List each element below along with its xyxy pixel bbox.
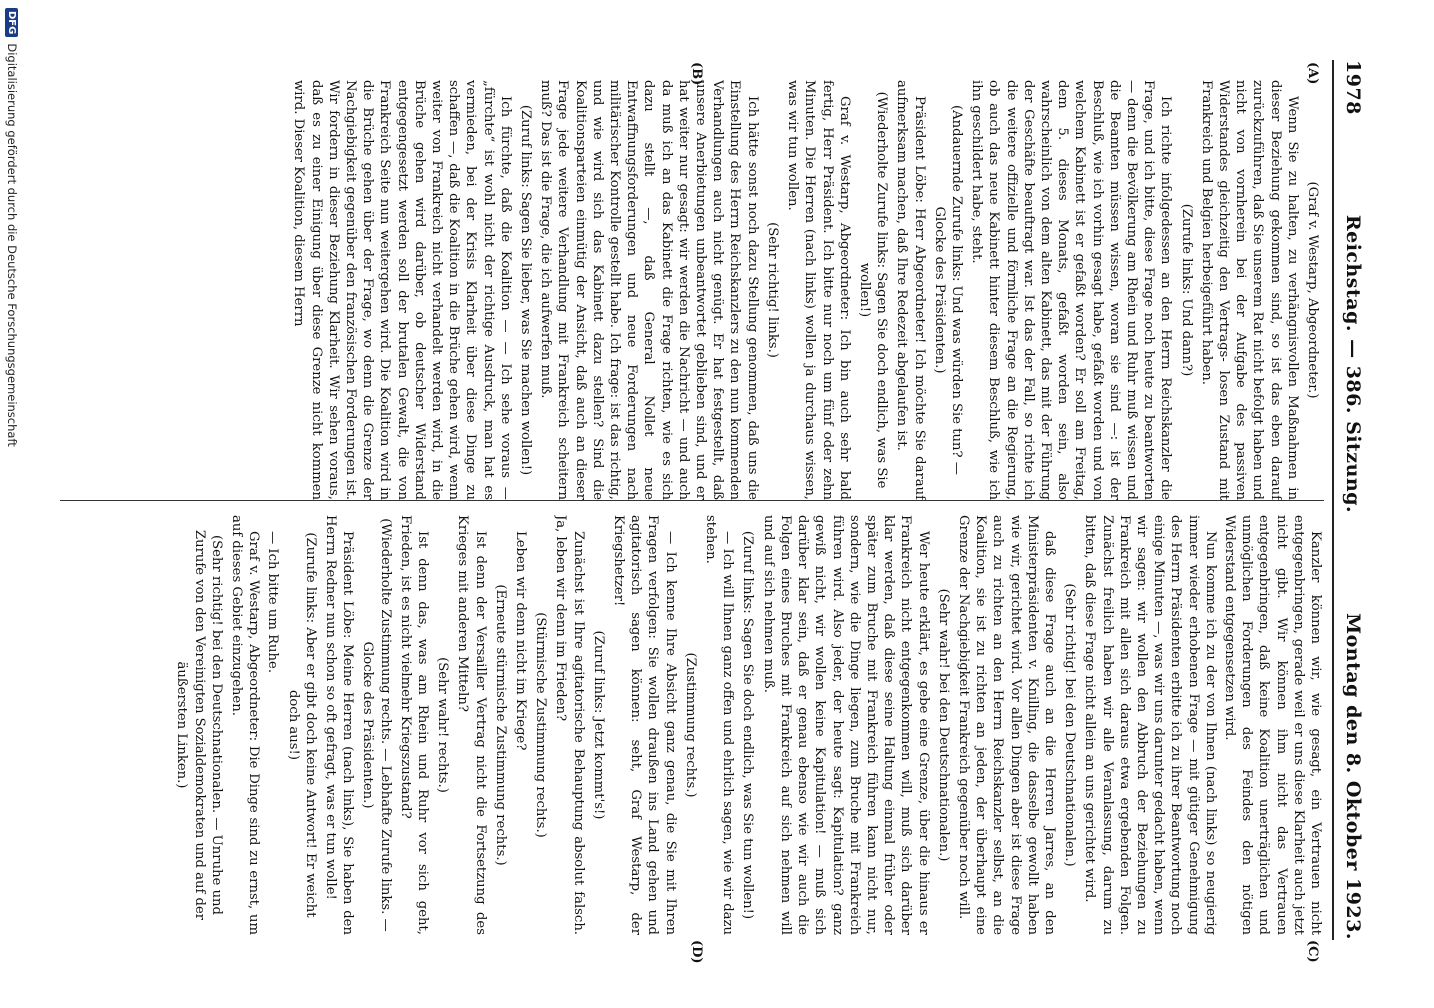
paragraph: Nun komme ich zu der von Ihnen (nach links) so neugierig immer wieder erhobenen Frage — mit gütiger Genehmigung des Herrn Präsidenten erbitte ich zu ihrer Beantwortung noch einige Minuten —, was wir uns darunter gedacht haben, wenn wir sagen: wir wollen den Abbruch der Beziehungen zu Frankreich mit allen sich daraus etwa ergebenden Folgen. Zunächst freilich haben wir alle Veranlassung, darum zu bitten, daß diese Frage nicht allein an uns gerichtet wird. (1082, 515, 1218, 935)
paragraph: Wer heute erklärt, es gebe eine Grenze, über die hinaus er Frankreich nicht entgegenkommen will, muß sich darüber klar werden, daß diese seine Haltung einmal früher oder später zum Bruche mit Frankreich führen kann nicht nur, sondern, wie die Dinge liegen, zum Bruche mit Frankreich führen wird. Also jeder, der heute sagt: Kapitulation? ganz gewiß nicht, wir wollen keine Kapitulation! — muß sich darüber klar sein, daß er genau ebenso wie wir auch die Folgen eines Bruches mit Frankreich auf sich nehmen will und auf sich nehmen muß. (760, 515, 931, 935)
interjection: (Wiederholte Zurufe links: Sagen Sie doch endlich, was Sie wollen!) (856, 91, 890, 489)
interjection: (Andauernde Zurufe links: Und was würden Sie tun? — Glocke des Präsidenten.) (931, 104, 964, 475)
paragraph: Ist denn der Versailler Vertrag nicht die Fortsetzung des Krieges mit anderen Mitteln? (455, 515, 488, 935)
right-column (60, 515, 1324, 935)
paragraph: — Ich will Ihnen ganz offen und ehrlich sagen, wie wir dazu stehen. (703, 515, 736, 935)
paragraph: Graf v. Westarp, Abgeordneter: Ich bin auch sehr bald fertig, Herr Präsident. Ich bitte nur noch um fünf oder zehn Minuten. Die Herren (nach links) wollen ja durchaus wissen, was wir tun wollen. (785, 80, 852, 500)
paragraph: Ich richte infolgedessen an den Herrn Reichskanzler die Frage, und ich bitte, diese Frage noch heute zu beantworten — denn die Bevölkerung am Rhein und Ruhr muß wissen und die Beamten müssen wissen, woran sie sind —: ist der Beschluß, wie ich vorhin gesagt habe, gefaßt worden und von welchem Kabinett ist er gefaßt worden? Er soll am Freitag, dem 5. dieses Monats, gefaßt worden sein, also wahrscheinlich von dem alten Kabinett, das mit der Führung der Geschäfte beauftragt war. Ist das der Fall, so richte ich die weitere offizielle und förmliche Frage an die Regierung, ob auch das neue Kabinett hinter diesem Beschluß, wie ich ihn geschildert habe, steht. (969, 80, 1174, 500)
paragraph: Präsident Löbe: Herr Abgeordneter! Ich möchte Sie darauf aufmerksam machen, daß Ihre Redezeit abgelaufen ist. (894, 80, 927, 500)
paragraph: Präsident Löbe: Meine Herren (nach links), Sie haben den Herrn Redner nun schon so oft gefragt, was er tun wolle! (323, 515, 356, 935)
interjection: (Sehr richtig! bei den Deutschnationalen.) (1062, 583, 1078, 867)
paragraph: Ich fürchte, daß die Koalition — — Ich sehe voraus — „fürchte“ ist wohl nicht der richtige Ausdruck, man hat es vermieden, bei der Krisis Klarheit über diese Dinge zu schaffen —, daß die Koalition in die Brüche gehen wird, wenn weiter von Frankreich nicht verhandelt werden wird, in die Brüche gehen wird darüber, ob deutscher Widerstand entgegengesetzt werden soll der brutalen Gewalt, die von Frankreich Seite nun weitergehen wird. Die Koalition wird in die Brüche gehen über der Frage, wo denn die Grenze der Nachgiebigkeit gegenüber den französischen Forderungen ist. Wir fordern in dieser Beziehung Klarheit. Wir sehen voraus, daß es zu einer Einigung über diese Grenze nicht kommen wird. Dieser Koalition, diesem Herrn (291, 80, 513, 500)
interjection: (Zuruf links: Sagen Sie doch endlich, was Sie tun wollen!) (740, 530, 756, 920)
left-column (60, 80, 1324, 500)
dfg-logo: DFG (6, 8, 19, 37)
column-divider (60, 500, 1324, 501)
interjection: (Zustimmung rechts.) (682, 652, 698, 798)
margin-marker-d: (D) (689, 940, 704, 964)
paragraph: — Ich kenne Ihre Absicht ganz genau, die Sie mit Ihren Fragen verfolgen: Sie wollen draußen ins Land gehen und agitatorisch sagen können: seht, Graf Westarp, der Kriegshetzer! (611, 515, 678, 935)
interjection: (Erneute stürmische Zustimmung rechts.) (492, 584, 508, 866)
page-title: Reichstag. — 386. Sitzung. (1342, 214, 1364, 514)
paragraph: Graf v. Westarp, Abgeordneter: Die Dinge sind zu ernst, um auf dieses Gebiet einzugehen. (229, 515, 262, 935)
interjection: (Wiederholte Zustimmung rechts. — Lebhafte Zurufe links. — Glocke des Präsidenten.) (360, 518, 393, 932)
paragraph: Wenn Sie zu halten, zu verhängnisvollen Maßnahmen in dieser Beziehung gekommen sind, so ist das eben darauf zurückzuführen, daß Sie unserem Rat nicht befolgt haben und nicht von vornherein bei der Aufgabe des passiven Widerstandes gleichzeitig den Vertrags- losen Zustand mit Frankreich und Belgien herbeigeführt haben. (1198, 80, 1300, 500)
paragraph: Ist denn das, was am Rhein und Ruhr vor sich geht, Frieden, ist es nicht vielmehr Kriegszustand? (397, 515, 431, 935)
page-number: 1978 (1342, 60, 1364, 115)
paragraph: Kanzler können wir, wie gesagt, ein Vertrauen nicht entgegenbringen, gerade weil er uns diese Klarheit auch jetzt nicht gibt. Wir können ihm nicht das Vertrauen entgegenbringen, daß keine Koalition unerträglichen und unmöglichen Forderungen des Feindes den nötigen Widerstand entgegensetzen wird. (1221, 515, 1323, 935)
interjection: (Sehr wahr! bei den Deutschnationalen.) (935, 588, 951, 862)
interjection: (Sehr richtig! bei den Deutschnationalen. — Unruhe und Zurufe von den Vereinigten Sozialdemokraten und auf der äußersten Linken.) (174, 529, 224, 921)
interjection: (Stürmische Zustimmung rechts.) (533, 612, 549, 838)
header-rule (1332, 60, 1334, 940)
paragraph: Zunächst ist Ihre agitatorische Behauptung absolut falsch. Ja, leben wir denn im Frieden? (553, 515, 586, 935)
interjection: (Zuruf links: Sagen Sie lieber, was Sie machen wollen!) (518, 104, 534, 476)
paragraph: daß diese Frage auch an die Herren Jarres, an den Ministerpräsidenten v. Knilling, die dasselbe gewollt haben wie wir, gerichtet wird. Vor allen Dingen aber ist diese Frage auch zu richten an den Herrn Reichskanzler selbst, an die Koalition, sie ist zu richten an jeden, der überhaupt eine Grenze der Nachgiebigkeit Frankreich gegenüber noch will. (955, 515, 1057, 935)
page-header (1338, 60, 1368, 940)
interjection: (Zurufe links: Aber er gibt doch keine Antwort! Er weicht doch aus!) (285, 532, 318, 918)
digitization-footer (0, 0, 24, 1008)
interjection: (Sehr wahr! rechts.) (435, 657, 451, 793)
paragraph: Ich hätte sonst noch dazu Stellung genommen, daß uns die Einstellung des Herrn Reichskanzlers zu den nun kommenden Verhandlungen auch nicht genügt. Er hat festgestellt, daß unsere Anerbietungen unbeantwortet geblieben sind, und er hat weiter nur gesagt: wir werden die Nachricht — und auch da muß ich an das Kabinett die Frage richten, wie es sich dazu stellt —, daß General Nollet neue Entwaffnungsforderungen und neue Forderungen nach militärischer Kontrolle gestellt habe. Ich frage: ist das richtig, und wie wird sich das Kabinett dazu stellen? Sind die Koalitionsparteien einmütig der Ansicht, daß auch an dieser Frage jede weitere Verhandlung mit Frankreich scheitern muß? Das ist die Frage, die ich aufwerfen muß. (538, 80, 760, 500)
paragraph: — Ich bitte um Ruhe. (265, 531, 281, 674)
interjection: (Sehr richtig! links.) (764, 222, 780, 358)
page-date: Montag den 8. Oktober 1923. (1342, 613, 1364, 940)
paragraph: Leben wir denn nicht im Kriege? (513, 531, 529, 751)
margin-marker-b: (B) (689, 62, 704, 86)
interjection: (Graf v. Westarp, Abgeordneter.) (1305, 181, 1320, 399)
interjection: (Zurufe links: Und dann?) (1178, 203, 1194, 377)
margin-marker-c: (C) (1305, 940, 1320, 963)
interjection: (Zuruf links: Jetzt kommt's!) (590, 630, 606, 820)
footer-text: Digitalisierung gefördert durch die Deutsche Forschungsgemeinschaft (5, 43, 19, 447)
margin-marker-a: (A) (1305, 62, 1320, 85)
